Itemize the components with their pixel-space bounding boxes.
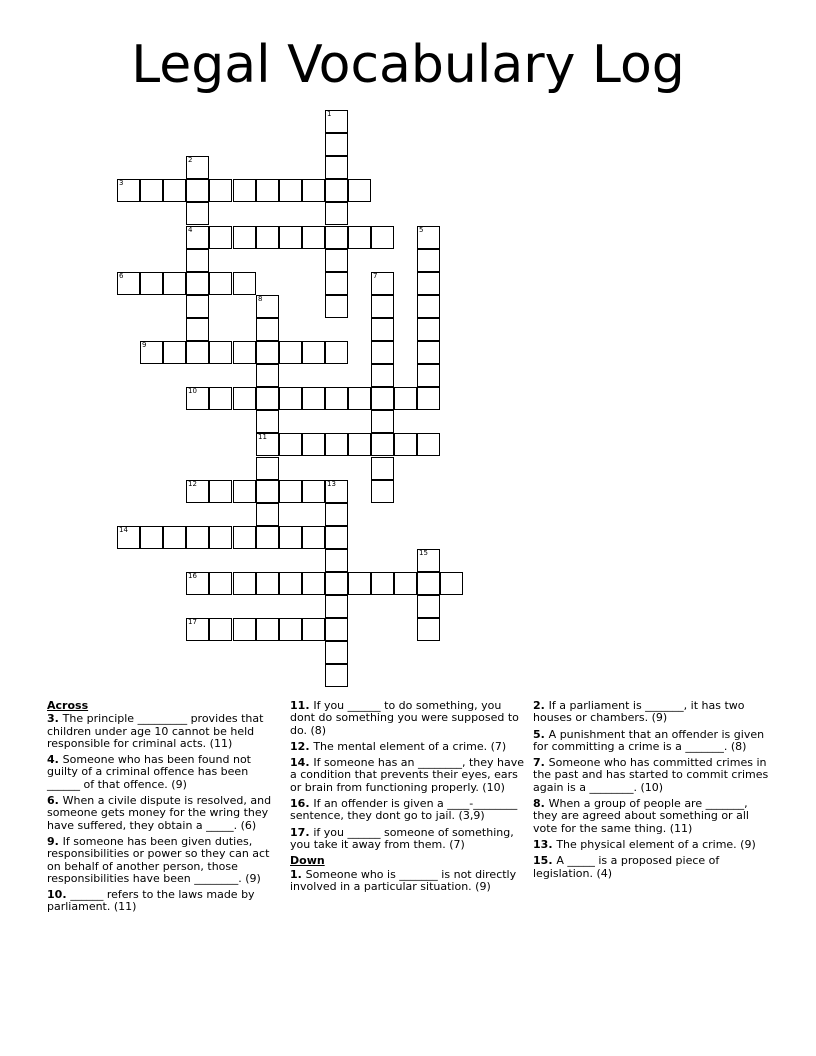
grid-cell[interactable] <box>279 526 302 549</box>
cell-number: 1 <box>327 110 332 118</box>
clue-text: ______ refers to the laws made by parliament. (11) <box>47 888 255 914</box>
grid-cell[interactable] <box>325 549 348 572</box>
grid-cell[interactable] <box>302 618 325 641</box>
grid-cell[interactable] <box>186 318 209 341</box>
across-heading: Across <box>47 699 89 712</box>
grid-cell[interactable] <box>117 179 140 202</box>
grid-cell[interactable] <box>325 295 348 318</box>
grid-cell[interactable] <box>417 433 440 456</box>
grid-cell[interactable] <box>233 272 256 295</box>
grid-cell[interactable] <box>325 480 348 503</box>
grid-cell[interactable] <box>163 179 186 202</box>
grid-cell[interactable] <box>233 226 256 249</box>
clue-across-10: 10. ______ refers to the laws made by parliament. (11) <box>47 888 255 914</box>
grid-cell[interactable] <box>233 341 256 364</box>
cell-number: 16 <box>188 572 197 580</box>
grid-cell[interactable] <box>256 572 279 595</box>
grid-cell[interactable] <box>256 179 279 202</box>
grid-cell[interactable] <box>279 387 302 410</box>
clue-number: 2 <box>533 699 541 712</box>
clue-number: 15 <box>533 854 549 868</box>
grid-cell[interactable] <box>279 226 302 249</box>
grid-cell[interactable] <box>417 595 440 618</box>
grid-cell[interactable] <box>209 526 232 549</box>
grid-cell[interactable] <box>417 295 440 318</box>
grid-cell[interactable] <box>163 526 186 549</box>
grid-cell[interactable] <box>209 179 232 202</box>
grid-cell[interactable] <box>325 133 348 156</box>
grid-cell[interactable] <box>302 572 325 595</box>
clue-text: If you ______ to do something, you dont do something you were supposed to do. (8) <box>290 699 519 737</box>
cell-number: 5 <box>419 226 424 234</box>
grid-cell[interactable] <box>417 618 440 641</box>
down-heading: Down <box>290 854 325 868</box>
grid-cell[interactable] <box>256 387 279 410</box>
grid-cell[interactable] <box>209 572 232 595</box>
grid-cell[interactable] <box>186 249 209 272</box>
grid-cell[interactable] <box>140 272 163 295</box>
clue-text: The physical element of a crime. (9) <box>556 837 756 851</box>
grid-cell[interactable] <box>256 318 279 341</box>
grid-cell[interactable] <box>394 433 417 456</box>
grid-cell[interactable] <box>186 295 209 318</box>
clue-across-11: 11. If you ______ to do something, you dont do something you were supposed to do. (8) <box>290 699 519 737</box>
grid-cell[interactable] <box>209 226 232 249</box>
clue-number: 16 <box>290 797 306 811</box>
grid-cell[interactable] <box>325 226 348 249</box>
grid-cell[interactable] <box>394 387 417 410</box>
grid-cell[interactable] <box>186 202 209 225</box>
grid-cell[interactable] <box>186 179 209 202</box>
clue-number: 13 <box>533 837 549 851</box>
cell-number: 4 <box>188 226 193 234</box>
grid-cell[interactable] <box>325 595 348 618</box>
clue-text: When a civile dispute is resolved, and someone gets money for the wring they have suffered, they obtain a _____. (6) <box>47 794 272 832</box>
clue-down-2: 2. If a parliament is _______, it has two houses or chambers. (9) <box>533 699 745 725</box>
grid-cell[interactable] <box>256 480 279 503</box>
clue-text: Someone who is _______ is not directly involved in a particular situation. (9) <box>290 867 517 893</box>
clue-number: 6 <box>47 794 55 808</box>
grid-cell[interactable] <box>325 156 348 179</box>
grid-cell[interactable] <box>302 480 325 503</box>
grid-cell[interactable] <box>371 457 394 480</box>
grid-cell[interactable] <box>417 572 440 595</box>
grid-cell[interactable] <box>256 457 279 480</box>
grid-cell[interactable] <box>325 179 348 202</box>
grid-cell[interactable] <box>209 341 232 364</box>
grid-cell[interactable] <box>302 526 325 549</box>
cell-number: 2 <box>188 156 193 164</box>
grid-cell[interactable] <box>209 618 232 641</box>
grid-cell[interactable] <box>279 618 302 641</box>
grid-cell[interactable] <box>186 572 209 595</box>
grid-cell[interactable] <box>140 526 163 549</box>
grid-cell[interactable] <box>325 526 348 549</box>
grid-cell[interactable] <box>348 387 371 410</box>
clue-number: 12 <box>290 739 306 753</box>
cell-number: 14 <box>119 526 128 534</box>
clue-across-3: 3. The principle _________ provides that children under age 10 cannot be held responsible for criminal acts. (11) <box>47 712 264 750</box>
cell-number: 13 <box>327 480 336 488</box>
grid-cell[interactable] <box>279 179 302 202</box>
grid-cell[interactable] <box>233 179 256 202</box>
clue-number: 14 <box>290 756 306 770</box>
clue-text: if you ______ someone of something, you take it away from them. (7) <box>290 825 514 851</box>
grid-cell[interactable] <box>417 249 440 272</box>
grid-cell[interactable] <box>233 480 256 503</box>
clues-column-3 <box>533 700 771 884</box>
grid-cell[interactable] <box>256 618 279 641</box>
grid-cell[interactable] <box>163 272 186 295</box>
grid-cell[interactable] <box>394 572 417 595</box>
clue-down-13: 13. The physical element of a crime. (9) <box>533 837 756 851</box>
grid-cell[interactable] <box>117 526 140 549</box>
grid-cell[interactable] <box>209 387 232 410</box>
grid-cell[interactable] <box>117 272 140 295</box>
grid-cell[interactable] <box>186 341 209 364</box>
grid-cell[interactable] <box>371 318 394 341</box>
grid-cell[interactable] <box>233 618 256 641</box>
grid-cell[interactable] <box>417 341 440 364</box>
grid-cell[interactable] <box>256 364 279 387</box>
clue-across-12: 12. The mental element of a crime. (7) <box>290 739 507 753</box>
clue-number: 4 <box>47 753 55 767</box>
grid-cell[interactable] <box>325 202 348 225</box>
grid-cell[interactable] <box>325 618 348 641</box>
grid-cell[interactable] <box>371 295 394 318</box>
clue-text: When a group of people are _______, they are agreed about something or all vote for the same thing. (11) <box>533 797 749 835</box>
grid-cell[interactable] <box>371 410 394 433</box>
clue-across-14: 14. If someone has an ________, they have a condition that prevents their eyes, ears or brain from functioning properly. (10) <box>290 756 525 794</box>
grid-cell[interactable] <box>325 664 348 687</box>
clue-number: 5 <box>533 727 541 741</box>
grid-cell[interactable] <box>325 249 348 272</box>
clue-across-17: 17. if you ______ someone of something, you take it away from them. (7) <box>290 825 514 851</box>
clue-number: 10 <box>47 888 63 902</box>
grid-cell[interactable] <box>371 341 394 364</box>
clue-text: If an offender is given a ____-________ sentence, they dont go to jail. (3,9) <box>290 797 518 823</box>
clue-number: 3 <box>47 712 55 726</box>
grid-cell[interactable] <box>371 572 394 595</box>
grid-cell[interactable] <box>186 618 209 641</box>
grid-cell[interactable] <box>417 226 440 249</box>
grid-cell[interactable] <box>256 526 279 549</box>
grid-cell[interactable] <box>325 503 348 526</box>
cell-number: 9 <box>142 341 147 349</box>
grid-cell[interactable] <box>302 433 325 456</box>
grid-cell[interactable] <box>325 341 348 364</box>
cell-number: 10 <box>188 387 197 395</box>
grid-cell[interactable] <box>186 272 209 295</box>
clue-number: 11 <box>290 699 306 712</box>
grid-cell[interactable] <box>233 572 256 595</box>
clue-text: The mental element of a crime. (7) <box>313 739 507 753</box>
clue-number: 7 <box>533 756 541 770</box>
grid-cell[interactable] <box>348 179 371 202</box>
page-title: Legal Vocabulary Log <box>131 35 685 95</box>
clues-column-2 <box>290 700 525 897</box>
grid-cell[interactable] <box>256 226 279 249</box>
grid-cell[interactable] <box>186 480 209 503</box>
grid-cell[interactable] <box>440 572 463 595</box>
grid-cell[interactable] <box>417 364 440 387</box>
grid-cell[interactable] <box>325 387 348 410</box>
clue-down-7: 7. Someone who has committed crimes in the past and has started to commit crimes again is a ________. (10) <box>533 756 769 794</box>
grid-cell[interactable] <box>233 526 256 549</box>
grid-cell[interactable] <box>256 410 279 433</box>
grid-cell[interactable] <box>302 179 325 202</box>
clue-text: Someone who has been found not guilty of a criminal offence has been ______ of that offence. (9) <box>47 753 251 791</box>
grid-cell[interactable] <box>371 480 394 503</box>
grid-cell[interactable] <box>348 572 371 595</box>
clues-column-1 <box>47 700 272 918</box>
grid-cell[interactable] <box>302 341 325 364</box>
grid-cell[interactable] <box>325 272 348 295</box>
clue-text: The principle _________ provides that children under age 10 cannot be held responsible for criminal acts. (11) <box>47 712 264 750</box>
clue-number: 1 <box>290 867 298 881</box>
grid-cell[interactable] <box>256 433 279 456</box>
grid-cell[interactable] <box>186 526 209 549</box>
grid-cell[interactable] <box>371 387 394 410</box>
grid-cell[interactable] <box>371 433 394 456</box>
grid-cell[interactable] <box>186 387 209 410</box>
clue-number: 17 <box>290 825 306 839</box>
grid-cell[interactable] <box>279 341 302 364</box>
grid-cell[interactable] <box>163 341 186 364</box>
grid-cell[interactable] <box>325 110 348 133</box>
clue-down-1: 1. Someone who is _______ is not directly involved in a particular situation. (9) <box>290 867 517 893</box>
grid-cell[interactable] <box>209 480 232 503</box>
clue-across-9: 9. If someone has been given duties, responsibilities or power so they can act on behalf of another person, those responsibilities have been ________. (9) <box>47 834 270 885</box>
grid-cell[interactable] <box>233 387 256 410</box>
grid-cell[interactable] <box>325 572 348 595</box>
grid-cell[interactable] <box>417 549 440 572</box>
cell-number: 12 <box>188 480 197 488</box>
cell-number: 3 <box>119 179 124 187</box>
cell-number: 15 <box>419 549 428 557</box>
grid-cell[interactable] <box>325 641 348 664</box>
clue-text: If a parliament is _______, it has two houses or chambers. (9) <box>533 699 745 725</box>
grid-cell[interactable] <box>348 433 371 456</box>
grid-cell[interactable] <box>186 156 209 179</box>
grid-cell[interactable] <box>256 341 279 364</box>
clue-text: A punishment that an offender is given for committing a crime is a _______. (8) <box>533 727 765 753</box>
grid-cell[interactable] <box>256 295 279 318</box>
grid-cell[interactable] <box>279 433 302 456</box>
grid-cell[interactable] <box>417 387 440 410</box>
grid-cell[interactable] <box>371 364 394 387</box>
grid-cell[interactable] <box>325 433 348 456</box>
clue-down-15: 15. A _____ is a proposed piece of legislation. (4) <box>533 854 720 880</box>
clue-number: 8 <box>533 797 541 811</box>
grid-cell[interactable] <box>140 341 163 364</box>
clue-down-5: 5. A punishment that an offender is given for committing a crime is a _______. (8) <box>533 727 765 753</box>
cell-number: 11 <box>258 433 267 441</box>
clue-text: A _____ is a proposed piece of legislation. (4) <box>533 854 720 880</box>
clue-down-8: 8. When a group of people are _______, they are agreed about something or all vote for the same thing. (11) <box>533 797 749 835</box>
grid-cell[interactable] <box>417 318 440 341</box>
grid-cell[interactable] <box>417 272 440 295</box>
grid-cell[interactable] <box>371 272 394 295</box>
grid-cell[interactable] <box>279 480 302 503</box>
cell-number: 6 <box>119 272 124 280</box>
grid-cell[interactable] <box>209 272 232 295</box>
clue-text: Someone who has committed crimes in the past and has started to commit crimes again is a ________. (10) <box>533 756 769 794</box>
grid-cell[interactable] <box>302 387 325 410</box>
cell-number: 17 <box>188 618 197 626</box>
grid-cell[interactable] <box>302 226 325 249</box>
grid-cell[interactable] <box>348 226 371 249</box>
grid-cell[interactable] <box>279 572 302 595</box>
clue-across-4: 4. Someone who has been found not guilty of a criminal offence has been ______ of that offence. (9) <box>47 753 251 791</box>
cell-number: 7 <box>373 272 378 280</box>
cell-number: 8 <box>258 295 263 303</box>
clue-number: 9 <box>47 834 55 848</box>
clue-text: If someone has been given duties, responsibilities or power so they can act on behalf of another person, those responsibilities have been ________. (9) <box>47 834 270 885</box>
clue-text: If someone has an ________, they have a condition that prevents their eyes, ears or brain from functioning properly. (10) <box>290 756 525 794</box>
clue-across-6: 6. When a civile dispute is resolved, and someone gets money for the wring they have suffered, they obtain a _____. (6) <box>47 794 272 832</box>
grid-cell[interactable] <box>371 226 394 249</box>
grid-cell[interactable] <box>140 179 163 202</box>
grid-cell[interactable] <box>256 503 279 526</box>
clue-across-16: 16. If an offender is given a ____-________ sentence, they dont go to jail. (3,9) <box>290 797 518 823</box>
grid-cell[interactable] <box>186 226 209 249</box>
